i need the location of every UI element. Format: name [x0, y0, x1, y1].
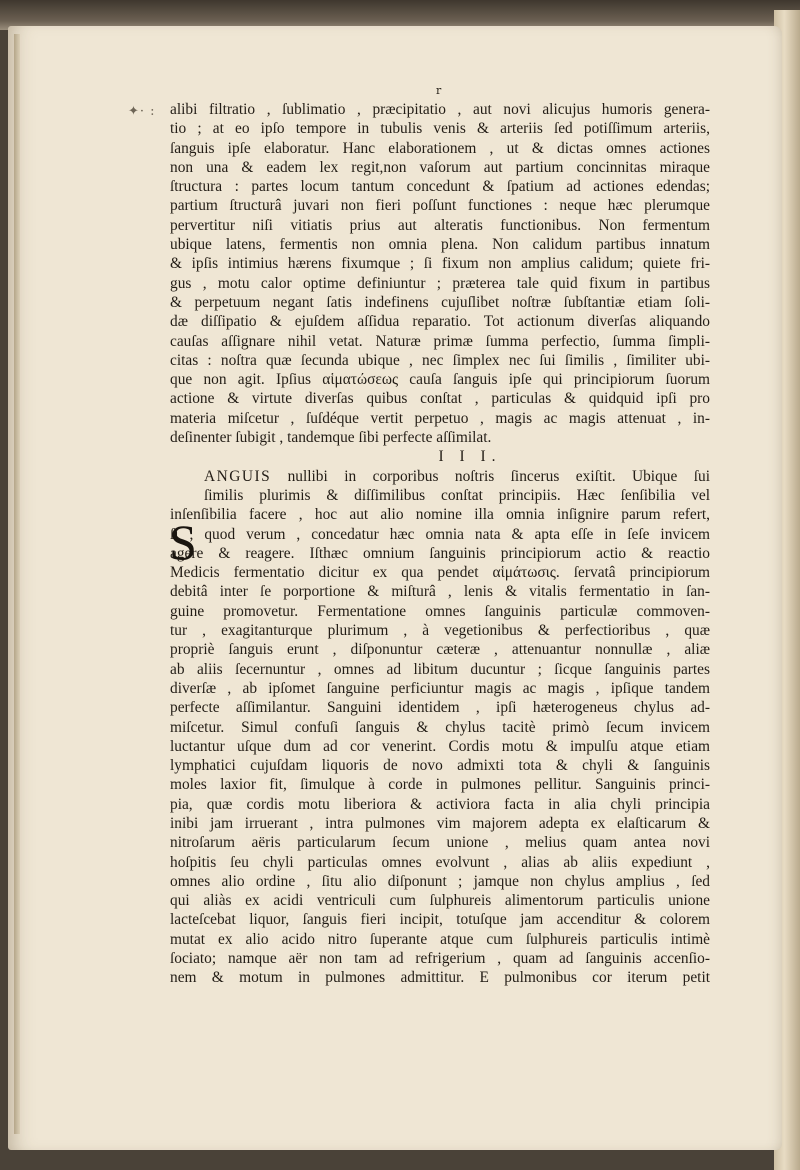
text-line: luctantur uſque dum ad cor venerint. Cordis motu & impulſu atque etiam — [170, 737, 710, 755]
text-line: partium ſtructurâ juvari non fieri poſſunt functiones : neque hæc plerumque — [170, 197, 710, 215]
text-line: agere & reagere. Iſthæc omnium ſanguinis principiorum actio & reactio — [170, 544, 710, 562]
text-line: & ipſis intimius hærens fixumque ; ſi fixum non amplius calidum; quiete fri- — [170, 255, 710, 273]
section-heading: I I I. — [438, 448, 502, 466]
text-line: inſenſibilia facere , hoc aut alio nomine illa omnia inſignire parum refert, — [170, 506, 710, 524]
text-line — [170, 467, 710, 486]
text-line: actione & virtute diverſas quibus conſtat , particulas & quidquid ipſi pro — [170, 390, 710, 408]
text-line: tur , exagitanturque plurimum , à vegetionibus & perfectioribus , quæ — [170, 622, 710, 640]
text-line: ab aliis ſecernuntur , omnes ad libitum ducuntur ; ſicque ſanguinis partes — [170, 660, 710, 678]
text-line: moles laxior fit, ſimulque à corde in pulmones pellitur. Sanguinis princi- — [170, 776, 710, 794]
text-line: que non agit. Ipſius αἱματώσεως cauſa ſanguis ipſe qui principiorum ſuorum — [170, 371, 710, 389]
text-line: debitâ inter ſe porportione & miſturâ , lenis & vitalis fermentatio in ſan- — [170, 583, 710, 601]
text-line: diverſæ , ab ipſomet ſanguine perficiuntur magis ac magis , ipſique tandem — [170, 679, 710, 697]
text-line: & perpetuum negant ſatis indefinens cujuſlibet noſtræ ſubſtantiæ etiam ſoli- — [170, 293, 710, 311]
text-line: hoſpitis ſeu chyli particulas omnes evolvunt , alias ab aliis expediunt , — [170, 853, 710, 871]
text-line: ſtructura : partes locum tantum concedunt & ſpatium ad actiones edendas; — [170, 178, 710, 196]
text-line: ſi , quod verum , concedatur hæc omnia nata & apta eſſe in ſeſe invicem — [170, 525, 710, 543]
paragraph-2 — [170, 467, 710, 988]
text-line: Medicis fermentatio dicitur ex qua pendet αἱμάτωσις. ſervatâ principiorum — [170, 564, 710, 582]
text-line-rest: nullibi in corporibus noſtris ſincerus exiſtit. Ubique ſui — [271, 467, 710, 485]
page-gutter — [14, 34, 20, 1134]
text-line: omnes alio ordine , ſitu alio diſponunt ; jamque non chylus amplius , ſed — [170, 872, 710, 890]
text-line: ubique latens, fermentis non omnia plena. Non calidum partibus innatum — [170, 236, 710, 254]
drop-cap: S — [169, 514, 197, 570]
text-line: deſinenter ſubigit , tandemque ſibi perfecte aſſimilat. — [170, 429, 492, 447]
page-signature: r — [436, 84, 442, 97]
text-line: guine promovetur. Fermentatione omnes ſanguinis particulæ commoven- — [170, 602, 710, 620]
text-block — [170, 100, 710, 988]
text-line: perfecte aſſimilantur. Sanguini identidem , ipſi hæterogeneus chylus ad- — [170, 699, 710, 717]
text-line: mutat ex alio acido nitro ſuperante atque cum ſulphureis particulis intimè — [170, 930, 710, 948]
text-line: inibi jam irruerant , intra pulmones vim majorem adepta ex elaſticarum & — [170, 814, 710, 832]
text-line: gus , motu calor optime definiuntur ; præterea tale quid fixum in partibus — [170, 274, 710, 292]
text-line: lacteſcebat liquor, ſanguis fieri incipit, totuſque jam accenditur & colorem — [170, 911, 710, 929]
text-line: ſociato; namque aër non tam ad refrigerium , quam ad ſanguinis accenſio- — [170, 950, 710, 968]
text-line: materia miſcetur , ſuſdéque vertit perpetuo , magis ac magis attenuat , in- — [170, 409, 710, 427]
text-line: nitroſarum aëris particularum ſecum unione , melius quam antea novi — [170, 834, 710, 852]
text-line: non una & eadem lex regit,non vaſorum aut partium concinnitas miraque — [170, 158, 710, 176]
text-line: pervertitur niſi vitiatis prius aut alteratis functionibus. Non fermentum — [170, 216, 710, 234]
text-line: propriè ſanguis erunt , diſponuntur cæteræ , attenuantur nonnullæ , aliæ — [170, 641, 710, 659]
text-line: lymphatici cujuſdam liquoris de novo admixti tota & chyli & ſanguinis — [170, 757, 710, 775]
margin-marks: ✦· : — [128, 104, 156, 119]
text-line: alibi filtratio , ſublimatio , præcipitatio , aut novi alicujus humoris genera- — [170, 101, 710, 118]
text-line: ſanguis ipſe elaboratur. Hanc elaborationem , ut & dictas omnes actiones — [170, 139, 710, 157]
text-line: nem & motum in pulmones admittitur. E pulmonibus cor iterum petit — [170, 969, 710, 987]
text-line: pia, quæ cordis motu liberiora & activiora facta in alia chyli principia — [170, 795, 710, 813]
text-line: tio ; at eo ipſo tempore in tubulis venis & arteriis ſed potiſſimum arteriis, — [170, 120, 710, 138]
text-line: citas : noſtra quæ ſecunda ubique , nec ſimplex nec ſui ſimilis , ſimiliter ubi- — [170, 351, 710, 369]
text-line: dæ diſſipatio & ejuſdem aſſidua reparatio. Tot actionum diverſas aliquando — [170, 313, 710, 331]
text-line: miſcetur. Simul confuſi ſanguis & chylus tacitè primò ſecum invicem — [170, 718, 710, 736]
text-line: cauſas aſſignare nihil vetat. Naturæ primæ ſumma perfectio, ſumma ſimpli- — [170, 332, 710, 350]
text-line: qui aliàs ex acidi ventriculi cum ſulphureis alimentorum particulis unione — [170, 892, 710, 910]
paragraph-1 — [170, 100, 710, 447]
drop-cap-continuation: ANGUIS — [204, 467, 272, 485]
text-line: ſimilis plurimis & diſſimilibus conſtat principiis. Hæc ſenſibilia vel — [204, 486, 710, 504]
